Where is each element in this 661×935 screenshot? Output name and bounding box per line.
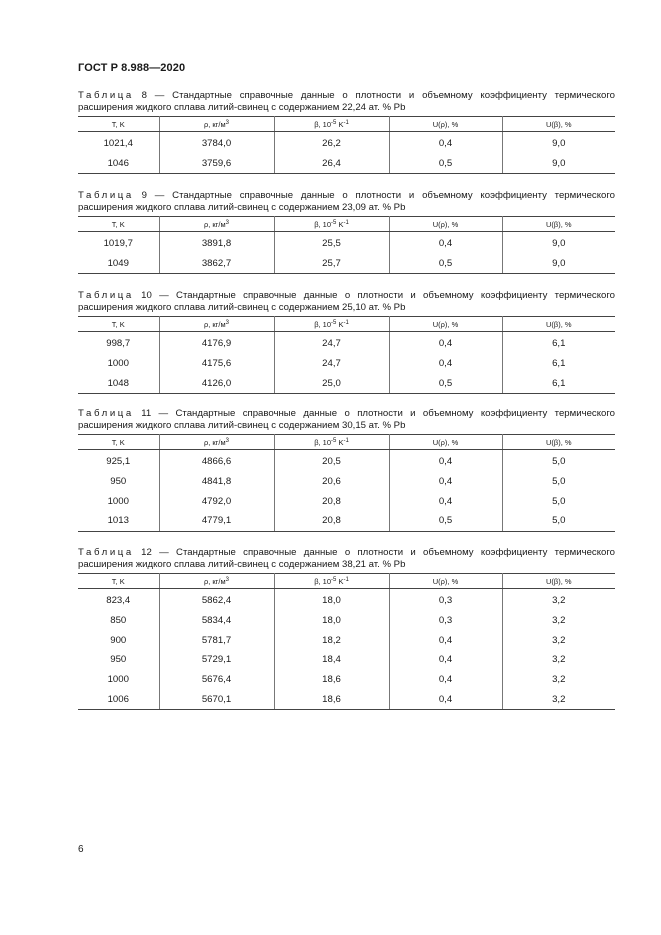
table-cell: 0,4	[389, 232, 502, 254]
table-row	[78, 611, 615, 631]
table-cell: 0,5	[389, 254, 502, 274]
table-cell: 26,4	[274, 154, 389, 174]
table-cell: 1013	[78, 511, 159, 531]
unit-exponent: -5	[331, 119, 337, 126]
table-header-row	[78, 317, 615, 332]
table-cell: 0,4	[389, 354, 502, 374]
unit-exponent: -5	[331, 437, 337, 444]
table-caption	[78, 408, 615, 432]
unit-exponent: -5	[331, 576, 337, 583]
table-cell: 998,7	[78, 332, 159, 354]
table-cell: 850	[78, 611, 159, 631]
column-header: β, $10^{-5}$ $K^{-1}$	[274, 217, 389, 232]
table-cell: 5676,4	[159, 670, 274, 690]
unit-exponent: -1	[343, 576, 349, 583]
page-number: 6	[78, 844, 84, 855]
column-header: U(β), %	[502, 435, 615, 450]
table-cell: 0,3	[389, 589, 502, 611]
table-number: 9	[141, 190, 147, 201]
table-cell: 9,0	[502, 154, 615, 174]
table-label: Таблица	[78, 547, 134, 558]
table-cell: 0,4	[389, 650, 502, 670]
column-header: U(β), %	[502, 117, 615, 132]
table-cell: 3891,8	[159, 232, 274, 254]
unit-exponent: -5	[331, 319, 337, 326]
table-cell: 0,4	[389, 670, 502, 690]
column-header: T, K	[78, 117, 159, 132]
table-row	[78, 670, 615, 690]
table-cell: 5670,1	[159, 689, 274, 709]
table-row	[78, 472, 615, 492]
column-header: ρ, $кг/м^3$	[159, 574, 274, 589]
column-header: U(β), %	[502, 217, 615, 232]
table-cell: 4175,6	[159, 354, 274, 374]
table-row	[78, 689, 615, 709]
column-header: T, K	[78, 435, 159, 450]
unit-exponent: 3	[225, 437, 230, 444]
table-cell: 18,6	[274, 670, 389, 690]
table-cell: 4779,1	[159, 511, 274, 531]
table-block-10	[78, 290, 615, 394]
column-header: T, K	[78, 317, 159, 332]
table-cell: 5834,4	[159, 611, 274, 631]
unit-exponent: 3	[225, 119, 230, 126]
table-cell: 925,1	[78, 450, 159, 472]
table-cell: 0,5	[389, 154, 502, 174]
table-cell: 20,8	[274, 511, 389, 531]
unit-label: K	[336, 119, 344, 129]
table-cell: 0,4	[389, 491, 502, 511]
unit-exponent: 3	[225, 319, 230, 326]
table-number: 10	[141, 290, 152, 301]
table-row	[78, 491, 615, 511]
unit-label: K	[336, 319, 344, 329]
table-cell: 5,0	[502, 450, 615, 472]
table-cell: 5729,1	[159, 650, 274, 670]
column-header: T, K	[78, 574, 159, 589]
table-cell: 18,0	[274, 611, 389, 631]
table-block-9	[78, 190, 615, 274]
table-cell: 4792,0	[159, 491, 274, 511]
table-cell: 1000	[78, 354, 159, 374]
table-header-row	[78, 435, 615, 450]
data-table	[78, 216, 615, 274]
table-cell: 3862,7	[159, 254, 274, 274]
table-title: — Стандартные справочные данные о плотности и объемному коэффициенту термического расширения жидкого сплава литий-свинец с содержанием 38,21 ат. % Pb	[78, 547, 615, 570]
table-cell: 1006	[78, 689, 159, 709]
table-cell: 1021,4	[78, 132, 159, 154]
table-cell: 20,8	[274, 491, 389, 511]
table-cell: 3,2	[502, 650, 615, 670]
table-cell: 1000	[78, 491, 159, 511]
table-caption	[78, 290, 615, 314]
table-cell: 1048	[78, 373, 159, 393]
table-row	[78, 450, 615, 472]
table-row	[78, 132, 615, 154]
unit-exponent: -5	[331, 219, 337, 226]
column-header: ρ, $кг/м^3$	[159, 435, 274, 450]
table-cell: 3,2	[502, 689, 615, 709]
column-header: U(ρ), %	[389, 574, 502, 589]
table-label: Таблица	[78, 190, 134, 201]
table-cell: 4841,8	[159, 472, 274, 492]
unit-exponent: 3	[225, 576, 230, 583]
column-header: U(ρ), %	[389, 217, 502, 232]
table-cell: 6,1	[502, 373, 615, 393]
table-cell: 3,2	[502, 611, 615, 631]
table-cell: 25,7	[274, 254, 389, 274]
table-number: 8	[141, 90, 147, 101]
table-title: — Стандартные справочные данные о плотности и объемному коэффициенту термического расширения жидкого сплава литий-свинец с содержанием 23,09 ат. % Pb	[78, 190, 615, 213]
data-table	[78, 116, 615, 174]
unit-label: K	[336, 576, 344, 586]
column-header: β, $10^{-5}$ $K^{-1}$	[274, 574, 389, 589]
table-number: 11	[141, 408, 152, 419]
table-caption	[78, 547, 615, 571]
unit-label: K	[336, 219, 344, 229]
table-cell: 1046	[78, 154, 159, 174]
column-header: β, $10^{-5}$ $K^{-1}$	[274, 317, 389, 332]
column-header: U(β), %	[502, 317, 615, 332]
table-block-12	[78, 547, 615, 710]
table-row	[78, 354, 615, 374]
data-table	[78, 573, 615, 710]
unit-exponent: -1	[343, 319, 349, 326]
table-row	[78, 650, 615, 670]
table-cell: 0,3	[389, 611, 502, 631]
table-cell: 0,4	[389, 332, 502, 354]
data-table	[78, 434, 615, 532]
table-cell: 3784,0	[159, 132, 274, 154]
table-cell: 25,0	[274, 373, 389, 393]
unit-label: K	[336, 437, 344, 447]
table-cell: 4126,0	[159, 373, 274, 393]
table-cell: 6,1	[502, 332, 615, 354]
table-cell: 18,2	[274, 630, 389, 650]
table-cell: 4176,9	[159, 332, 274, 354]
table-cell: 1019,7	[78, 232, 159, 254]
table-cell: 5781,7	[159, 630, 274, 650]
column-header: β, $10^{-5}$ $K^{-1}$	[274, 117, 389, 132]
table-cell: 3,2	[502, 630, 615, 650]
table-cell: 0,4	[389, 132, 502, 154]
table-cell: 1000	[78, 670, 159, 690]
table-cell: 18,0	[274, 589, 389, 611]
unit-exponent: -1	[343, 437, 349, 444]
table-cell: 4866,6	[159, 450, 274, 472]
table-row	[78, 511, 615, 531]
unit-exponent: -1	[343, 219, 349, 226]
data-table	[78, 316, 615, 394]
table-block-8	[78, 90, 615, 174]
table-cell: 9,0	[502, 254, 615, 274]
table-cell: 950	[78, 472, 159, 492]
table-row	[78, 373, 615, 393]
table-cell: 0,4	[389, 472, 502, 492]
column-header: U(ρ), %	[389, 317, 502, 332]
table-title: — Стандартные справочные данные о плотности и объемному коэффициенту термического расширения жидкого сплава литий-свинец с содержанием 25,10 ат. % Pb	[78, 290, 615, 313]
table-cell: 3,2	[502, 589, 615, 611]
unit-exponent: 3	[225, 219, 230, 226]
table-title: — Стандартные справочные данные о плотности и объемному коэффициенту термического расширения жидкого сплава литий-свинец с содержанием 30,15 ат. % Pb	[78, 408, 615, 431]
table-caption	[78, 90, 615, 114]
table-cell: 3,2	[502, 670, 615, 690]
table-cell: 900	[78, 630, 159, 650]
table-cell: 9,0	[502, 132, 615, 154]
column-header: U(ρ), %	[389, 117, 502, 132]
table-cell: 26,2	[274, 132, 389, 154]
table-row	[78, 154, 615, 174]
table-cell: 24,7	[274, 332, 389, 354]
table-number: 12	[141, 547, 152, 558]
table-cell: 0,4	[389, 630, 502, 650]
table-cell: 0,5	[389, 511, 502, 531]
unit-exponent: -1	[343, 119, 349, 126]
table-cell: 3759,6	[159, 154, 274, 174]
column-header: ρ, $кг/м^3$	[159, 217, 274, 232]
table-header-row	[78, 217, 615, 232]
column-header: U(ρ), %	[389, 435, 502, 450]
document-id: ГОСТ Р 8.988—2020	[78, 62, 186, 74]
table-cell: 5,0	[502, 511, 615, 531]
table-row	[78, 589, 615, 611]
table-row	[78, 332, 615, 354]
table-cell: 1049	[78, 254, 159, 274]
table-cell: 20,5	[274, 450, 389, 472]
table-cell: 0,4	[389, 450, 502, 472]
table-title: — Стандартные справочные данные о плотности и объемному коэффициенту термического расширения жидкого сплава литий-свинец с содержанием 22,24 ат. % Pb	[78, 90, 615, 113]
table-label: Таблица	[78, 90, 134, 101]
column-header: β, $10^{-5}$ $K^{-1}$	[274, 435, 389, 450]
table-row	[78, 630, 615, 650]
table-cell: 823,4	[78, 589, 159, 611]
column-header: U(β), %	[502, 574, 615, 589]
table-cell: 5,0	[502, 472, 615, 492]
table-caption	[78, 190, 615, 214]
table-label: Таблица	[78, 290, 134, 301]
table-cell: 6,1	[502, 354, 615, 374]
table-label: Таблица	[78, 408, 134, 419]
table-row	[78, 254, 615, 274]
table-cell: 5862,4	[159, 589, 274, 611]
table-cell: 9,0	[502, 232, 615, 254]
table-header-row	[78, 574, 615, 589]
column-header: T, K	[78, 217, 159, 232]
table-cell: 0,4	[389, 689, 502, 709]
table-cell: 24,7	[274, 354, 389, 374]
table-cell: 5,0	[502, 491, 615, 511]
table-cell: 18,6	[274, 689, 389, 709]
table-cell: 25,5	[274, 232, 389, 254]
table-cell: 18,4	[274, 650, 389, 670]
column-header: ρ, $кг/м^3$	[159, 117, 274, 132]
table-cell: 0,5	[389, 373, 502, 393]
column-header: ρ, $кг/м^3$	[159, 317, 274, 332]
table-header-row	[78, 117, 615, 132]
table-cell: 20,6	[274, 472, 389, 492]
table-cell: 950	[78, 650, 159, 670]
table-row	[78, 232, 615, 254]
table-block-11	[78, 408, 615, 532]
